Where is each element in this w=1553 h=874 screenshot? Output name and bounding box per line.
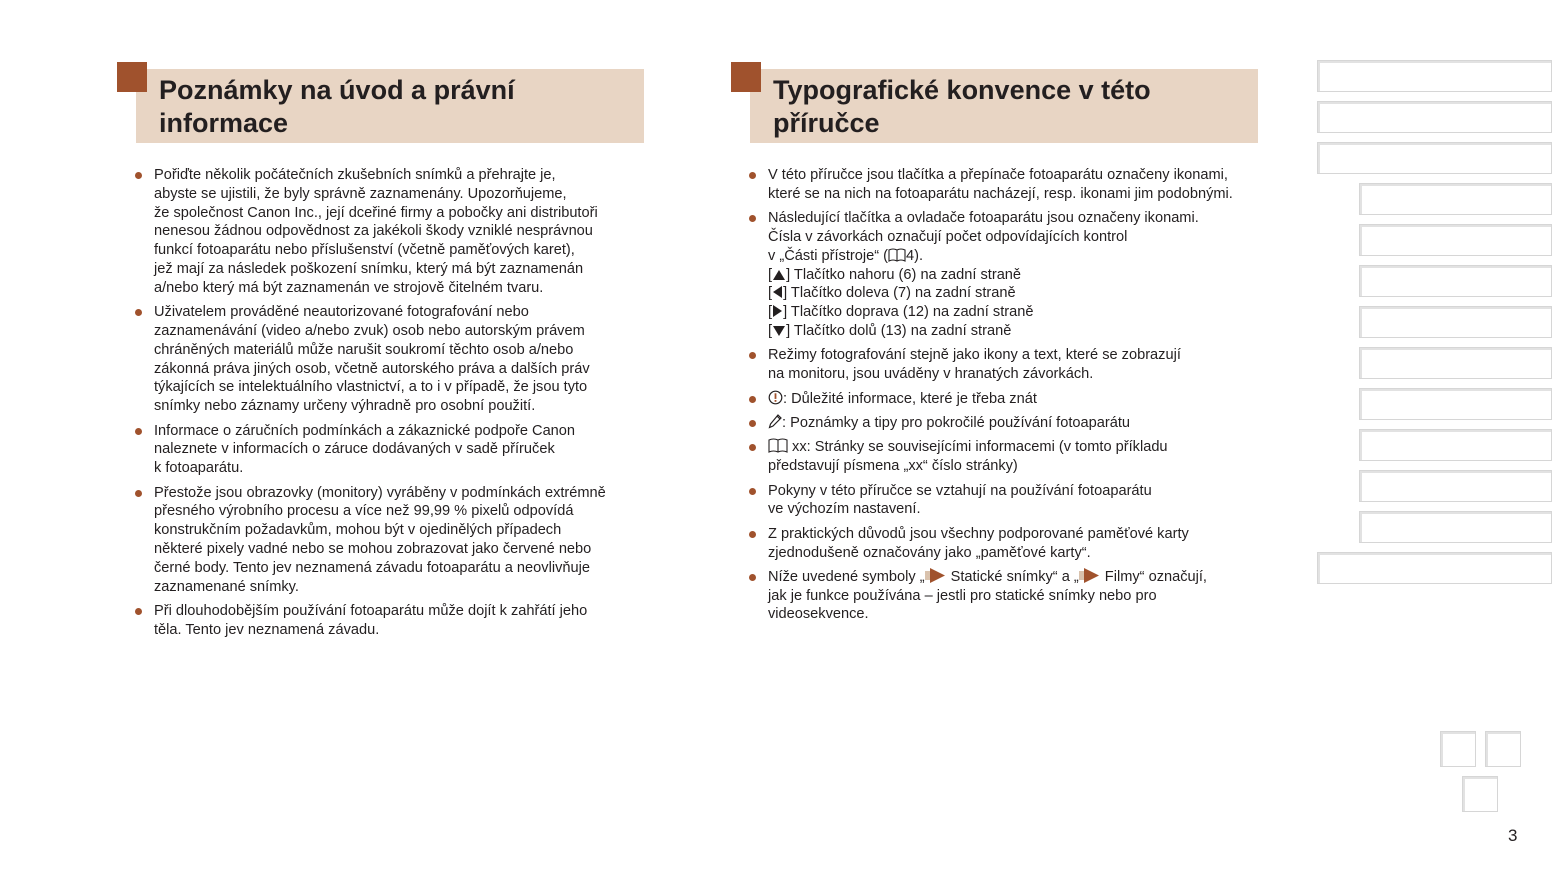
book-icon: [768, 438, 788, 453]
bullet-list: [134, 166, 644, 645]
down-arrow-icon: [772, 325, 786, 337]
return-button[interactable]: [1462, 776, 1498, 812]
right-arrow-icon: [772, 304, 783, 318]
section-typographic-conventions: [731, 62, 1258, 623]
nav-tab[interactable]: [1317, 142, 1552, 174]
nav-tab[interactable]: [1317, 101, 1552, 133]
prev-page-button[interactable]: [1440, 731, 1476, 767]
book-icon: [888, 248, 906, 262]
nav-tab[interactable]: [1317, 552, 1552, 584]
nav-subtab[interactable]: [1359, 347, 1552, 379]
nav-subtab[interactable]: [1359, 224, 1552, 256]
list-item: V této příručce jsou tlačítka a přepínače fotoaparátu označeny ikonami, které se na nich na fotoaparátu nacházejí, resp. ikonami jim podobnými.: [748, 166, 1258, 204]
list-item: : Důležité informace, které je třeba znát: [748, 390, 1258, 409]
bullet-list: [748, 166, 1258, 630]
list-item: Informace o záručních podmínkách a zákaznické podpoře Canon naleznete v informacích o záruce dodávaných v sadě příruček k fotoaparátu.: [134, 422, 644, 478]
section-title: Poznámky na úvod a právní informace: [159, 75, 515, 138]
list-item: xx: Stránky se souvisejícími informacemi (v tomto příkladu představují písmena „xx“ číslo stránky): [748, 438, 1258, 476]
section-title: Typografické konvence v této příručce: [773, 75, 1151, 138]
nav-subtab[interactable]: [1359, 265, 1552, 297]
title-accent-square: [117, 62, 147, 92]
list-item: Následující tlačítka a ovladače fotoaparátu jsou označeny ikonami. Čísla v závorkách označují počet odpovídajících kontrol v „Části přístroje“ ( 4). [ ] Tlačítko nahoru (6) na zadní straně [ ] Tlačítko doleva (7) na zadní straně [ ] Tlačítko doprava (12) na zadní straně [ ] Tlačítko dolů (13) na zadní straně: [748, 209, 1258, 341]
movie-mode-icon: [1079, 568, 1101, 583]
section-legal-notes: [117, 62, 644, 638]
list-item: Při dlouhodobějším používání fotoaparátu může dojít k zahřátí jeho těla. Tento jev neznamená závadu.: [134, 602, 644, 640]
list-item: Pořiďte několik počátečních zkušebních snímků a přehrajte je, abyste se ujistili, že byly správně zaznamenány. Upozorňujeme, že společnost Canon Inc., její dceřiné firmy a pobočky ani distributoři nenesou žádnou odpovědnost za jakékoli škody vzniklé nesprávnou funkcí fotoaparátu nebo příslušenství (včetně paměťových karet), jež mají za následek poškození snímku, který má být zaznamenán a/nebo který má být zaznamenán ve strojově čitelném tvaru.: [134, 166, 644, 298]
list-item: Z praktických důvodů jsou všechny podporované paměťové karty zjednodušeně označovány jako „paměťové karty“.: [748, 525, 1258, 563]
list-item: Níže uvedené symboly „ Statické snímky“ a „ Filmy“ označují, jak je funkce používána – jestli pro statické snímky nebo pro videosekvence.: [748, 568, 1258, 624]
nav-subtab[interactable]: [1359, 306, 1552, 338]
next-page-button[interactable]: [1485, 731, 1521, 767]
title-accent-square: [731, 62, 761, 92]
nav-subtab[interactable]: [1359, 388, 1552, 420]
page-number: 3: [1508, 826, 1518, 845]
up-arrow-icon: [772, 269, 786, 281]
nav-tab[interactable]: [1317, 60, 1552, 92]
list-item: Režimy fotografování stejně jako ikony a text, které se zobrazují na monitoru, jsou uváděny v hranatých závorkách.: [748, 346, 1258, 384]
list-item: Přestože jsou obrazovky (monitory) vyráběny v podmínkách extrémně přesného výrobního procesu a více než 99,99 % pixelů odpovídá konstrukčním požadavkům, mohou být v ojedinělých případech některé pixely vadné nebo se mohou zobrazovat jako červené nebo černé body. Tento jev neznamená závadu fotoaparátu a neovlivňuje zaznamenané snímky.: [134, 484, 644, 597]
section-header: [731, 62, 1258, 143]
list-item: Uživatelem prováděné neautorizované fotografování nebo zaznamenávání (video a/nebo zvuk) osob nebo autorským právem chráněných materiálů může narušit soukromí těchto osob a/nebo zákonná práva jiných osob, včetně autorského práva a dalších práv týkajících se intelektuálního vlastnictví, a to i v případě, že jsou tyto snímky nebo záznamy určeny výhradně pro osobní použití.: [134, 303, 644, 416]
list-item: Pokyny v této příručce se vztahují na používání fotoaparátu ve výchozím nastavení.: [748, 482, 1258, 520]
still-image-mode-icon: [925, 568, 947, 583]
nav-subtab[interactable]: [1359, 183, 1552, 215]
nav-subtab[interactable]: [1359, 470, 1552, 502]
important-icon: [768, 390, 783, 405]
left-arrow-icon: [772, 285, 783, 299]
nav-subtab[interactable]: [1359, 429, 1552, 461]
list-item: : Poznámky a tipy pro pokročilé používání fotoaparátu: [748, 414, 1258, 433]
pencil-icon: [768, 414, 782, 429]
nav-subtab[interactable]: [1359, 511, 1552, 543]
section-header: [117, 62, 644, 143]
